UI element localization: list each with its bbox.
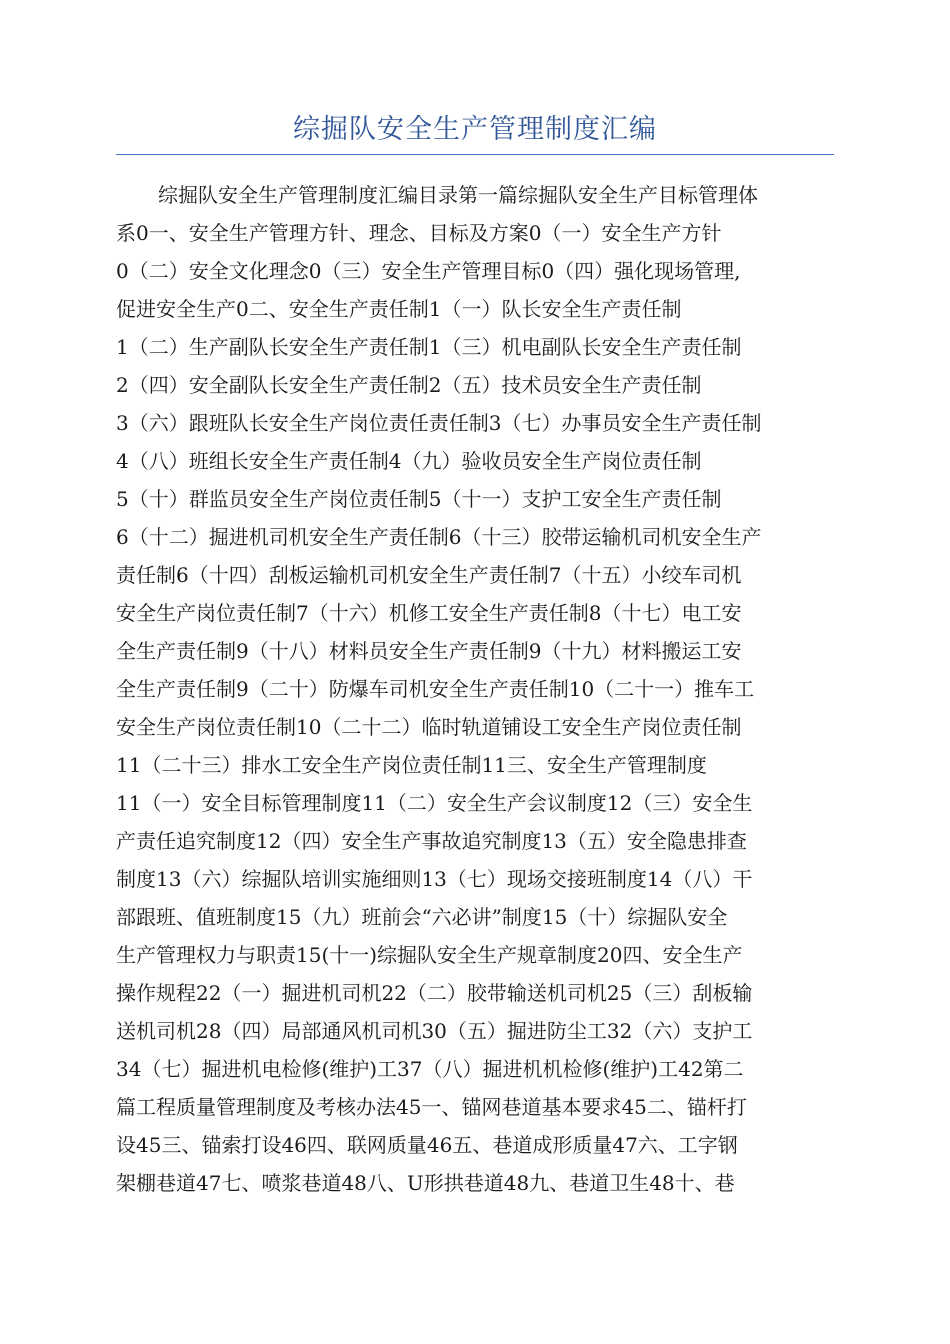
toc-line: 送机司机28（四）局部通风机司机30（五）掘进防尘工32（六）支护工 — [116, 1019, 753, 1043]
toc-line: 生产管理权力与职责15(十一)综掘队安全生产规章制度20四、安全生产 — [116, 943, 743, 967]
toc-line: 11（一）安全目标管理制度11（二）安全生产会议制度12（三）安全生 — [116, 791, 753, 815]
toc-line: 系0一、安全生产管理方针、理念、目标及方案0（一）安全生产方针 — [116, 221, 722, 245]
toc-line: 4（八）班组长安全生产责任制4（九）验收员安全生产岗位责任制 — [116, 449, 702, 473]
toc-line: 1（二）生产副队长安全生产责任制1（三）机电副队长安全生产责任制 — [116, 335, 742, 359]
toc-line: 34（七）掘进机电检修(维护)工37（八）掘进机机检修(维护)工42第二 — [116, 1057, 744, 1081]
toc-line: 6（十二）掘进机司机安全生产责任制6（十三）胶带运输机司机安全生产 — [116, 525, 762, 549]
toc-line: 安全生产岗位责任制10（二十二）临时轨道铺设工安全生产岗位责任制 — [116, 715, 742, 739]
toc-line: 责任制6（十四）刮板运输机司机安全生产责任制7（十五）小绞车司机 — [116, 563, 742, 587]
table-of-contents-paragraph — [116, 176, 838, 1202]
toc-line: 安全生产岗位责任制7（十六）机修工安全生产责任制8（十七）电工安 — [116, 601, 742, 625]
toc-line: 全生产责任制9（十八）材料员安全生产责任制9（十九）材料搬运工安 — [116, 639, 742, 663]
toc-line: 操作规程22（一）掘进机司机22（二）胶带输送机司机25（三）刮板输 — [116, 981, 753, 1005]
toc-line: 11（二十三）排水工安全生产岗位责任制11三、安全生产管理制度 — [116, 753, 707, 777]
toc-line: 0（二）安全文化理念0（三）安全生产管理目标0（四）强化现场管理, — [116, 259, 741, 283]
toc-line: 综掘队安全生产管理制度汇编目录第一篇综掘队安全生产目标管理体 — [158, 183, 758, 207]
document-title: 综掘队安全生产管理制度汇编 — [293, 114, 657, 145]
toc-line: 部跟班、值班制度15（九）班前会“六必讲”制度15（十）综掘队安全 — [116, 905, 728, 929]
toc-line: 制度13（六）综掘队培训实施细则13（七）现场交接班制度14（八）干 — [116, 867, 753, 891]
toc-line: 篇工程质量管理制度及考核办法45一、锚网巷道基本要求45二、锚杆打 — [116, 1095, 747, 1119]
toc-line: 2（四）安全副队长安全生产责任制2（五）技术员安全生产责任制 — [116, 373, 702, 397]
title-underline — [116, 154, 834, 155]
toc-line: 全生产责任制9（二十）防爆车司机安全生产责任制10（二十一）推车工 — [116, 677, 755, 701]
toc-line: 5（十）群监员安全生产岗位责任制5（十一）支护工安全生产责任制 — [116, 487, 722, 511]
toc-line: 产责任追究制度12（四）安全生产事故追究制度13（五）安全隐患排查 — [116, 829, 747, 853]
toc-line: 促进安全生产0二、安全生产责任制1（一）队长安全生产责任制 — [116, 297, 682, 321]
toc-line: 3（六）跟班队长安全生产岗位责任责任制3（七）办事员安全生产责任制 — [116, 411, 762, 435]
toc-line: 架棚巷道47七、喷浆巷道48八、U形拱巷道48九、巷道卫生48十、巷 — [116, 1171, 735, 1195]
toc-line: 设45三、锚索打设46四、联网质量46五、巷道成形质量47六、工字钢 — [116, 1133, 738, 1157]
